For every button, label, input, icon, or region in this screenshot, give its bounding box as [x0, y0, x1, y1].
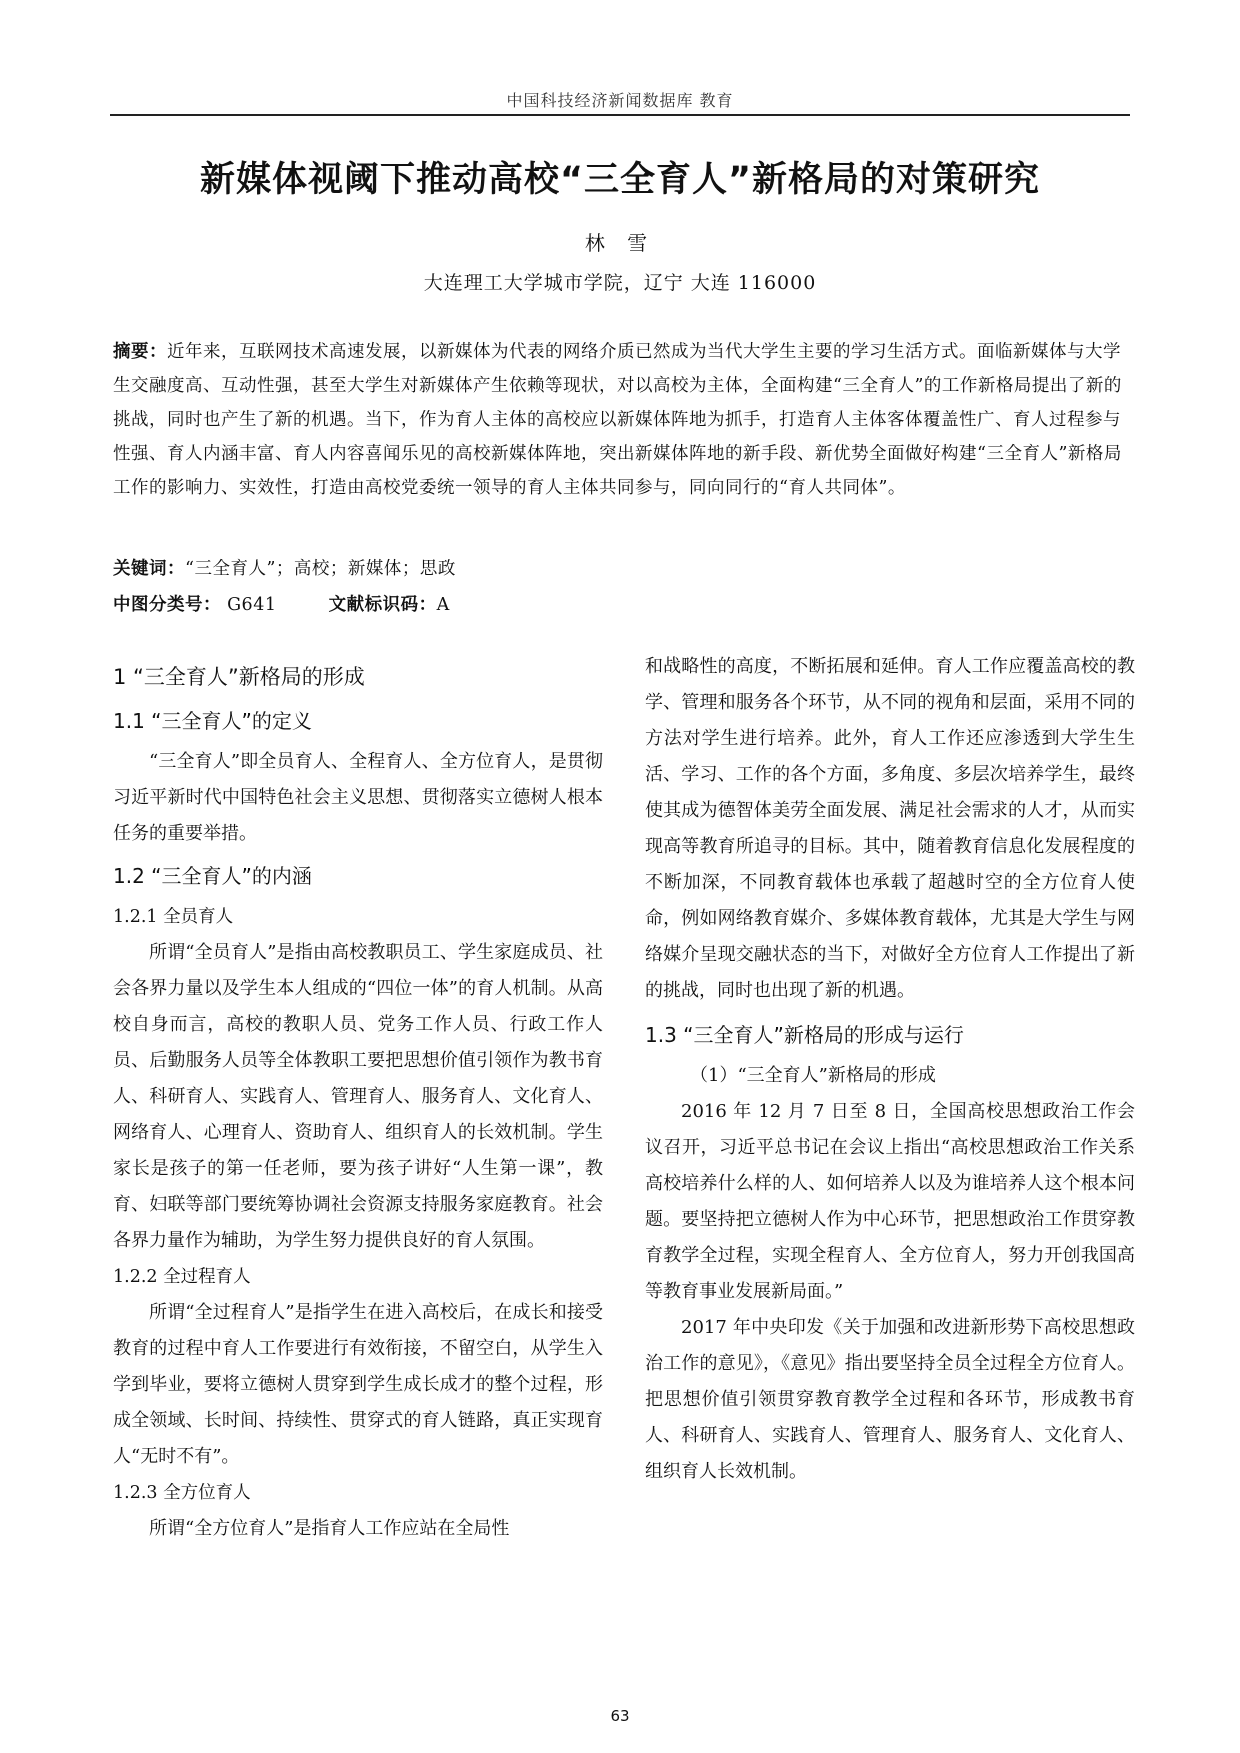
running-head: 中国科技经济新闻数据库 教育 [506, 91, 734, 110]
section-1-3-heading: 1.3 “三全育人”新格局的形成与运行 [645, 1023, 964, 1047]
classification [113, 591, 1128, 616]
paragraph: 所谓“全过程育人”是指学生在进入高校后，在成长和接受教育的过程中育人工作要进行有效衔接，不留空白，从学生入学到毕业，要将立德树人贯穿到学生成长成才的整个过程，形成全领域、长时间、持续性、贯穿式的育人链路，真正实现育人“无时不有”。 [113, 1302, 603, 1467]
clc-label: 中图分类号： [113, 595, 221, 615]
author-name: 林 雪 [584, 231, 656, 255]
keywords-text: “三全育人”；高校；新媒体；思政 [185, 559, 456, 579]
left-column [113, 655, 603, 1547]
section-1-2-1-heading: 1.2.1 全员育人 [113, 907, 234, 927]
article-title: 新媒体视阈下推动高校“三全育人”新格局的对策研究 [199, 160, 1040, 200]
section-1-2-3-heading: 1.2.3 全方位育人 [113, 1483, 251, 1503]
abstract-text: 近年来，互联网技术高速发展，以新媒体为代表的网络介质已然成为当代大学生主要的学习生活方式。面临新媒体与大学生交融度高、互动性强，甚至大学生对新媒体产生依赖等现状，对以高校为主体，全面构建“三全育人”的工作新格局提出了新的挑战，同时也产生了新的机遇。当下，作为育人主体的高校应以新媒体阵地为抓手，打造育人主体客体覆盖性广、育人过程参与性强、育人内涵丰富、育人内容喜闻乐见的高校新媒体阵地，突出新媒体阵地的新手段、新优势全面做好构建“三全育人”新格局工作的影响力、实效性，打造由高校党委统一领导的育人主体共同参与，同向同行的“育人共同体”。 [113, 342, 1122, 498]
right-column [645, 649, 1135, 1490]
section-1-1-heading: 1.1 “三全育人”的定义 [113, 709, 312, 733]
abstract-label: 摘要： [113, 342, 167, 362]
author-affiliation: 大连理工大学城市学院，辽宁 大连 116000 [423, 272, 817, 294]
section-1-2-heading: 1.2 “三全育人”的内涵 [113, 864, 312, 888]
doc-code-label: 文献标识码： [328, 595, 437, 615]
section-1-heading: 1 “三全育人”新格局的形成 [113, 665, 365, 689]
header-rule [110, 114, 1130, 116]
paragraph: 和战略性的高度，不断拓展和延伸。育人工作应覆盖高校的教学、管理和服务各个环节，从不同的视角和层面，采用不同的方法对学生进行培养。此外，育人工作还应渗透到大学生生活、学习、工作的各个方面，多角度、多层次培养学生，最终使其成为德智体美劳全面发展、满足社会需求的人才，从而实现高等教育所追寻的目标。其中，随着教育信息化发展程度的不断加深，不同教育载体也承载了超越时空的全方位育人使命，例如网络教育媒介、多媒体教育载体，尤其是大学生与网络媒介呈现交融状态的当下，对做好全方位育人工作提出了新的挑战，同时也出现了新的机遇。 [645, 656, 1135, 1001]
paragraph: 所谓“全员育人”是指由高校教职员工、学生家庭成员、社会各界力量以及学生本人组成的“四位一体”的育人机制。从高校自身而言，高校的教职人员、党务工作人员、行政工作人员、后勤服务人员等全体教职工要把思想价值引领作为教书育人、科研育人、实践育人、管理育人、服务育人、文化育人、网络育人、心理育人、资助育人、组织育人的长效机制。学生家长是孩子的第一任老师，要为孩子讲好“人生第一课”，教育、妇联等部门要统筹协调社会资源支持服务家庭教育。社会各界力量作为辅助，为学生努力提供良好的育人氛围。 [113, 942, 603, 1251]
abstract [113, 335, 1128, 505]
keywords-label: 关键词： [113, 559, 185, 579]
doc-code-value: A [436, 595, 450, 615]
section-1-2-2-heading: 1.2.2 全过程育人 [113, 1267, 251, 1287]
keywords [113, 555, 1128, 580]
page-number: 63 [610, 1707, 630, 1725]
paragraph: “三全育人”即全员育人、全程育人、全方位育人，是贯彻习近平新时代中国特色社会主义思想、贯彻落实立德树人根本任务的重要举措。 [113, 751, 603, 844]
paragraph: 所谓“全方位育人”是指育人工作应站在全局性 [149, 1518, 510, 1539]
paragraph: 2016 年 12 月 7 日至 8 日，全国高校思想政治工作会议召开，习近平总书记在会议上指出“高校思想政治工作关系高校培养什么样的人、如何培养人以及为谁培养人这个根本问题。要坚持把立德树人作为中心环节，把思想政治工作贯穿教育教学全过程，实现全程育人、全方位育人，努力开创我国高等教育事业发展新局面。” [645, 1101, 1135, 1302]
clc-value: G641 [227, 595, 277, 615]
paragraph: 2017 年中央印发《关于加强和改进新形势下高校思想政治工作的意见》，《意见》指出要坚持全员全过程全方位育人。把思想价值引领贯穿教育教学全过程和各环节，形成教书育人、科研育人、实践育人、管理育人、服务育人、文化育人、组织育人长效机制。 [645, 1317, 1135, 1482]
subsection-label: （1）“三全育人”新格局的形成 [690, 1065, 936, 1086]
